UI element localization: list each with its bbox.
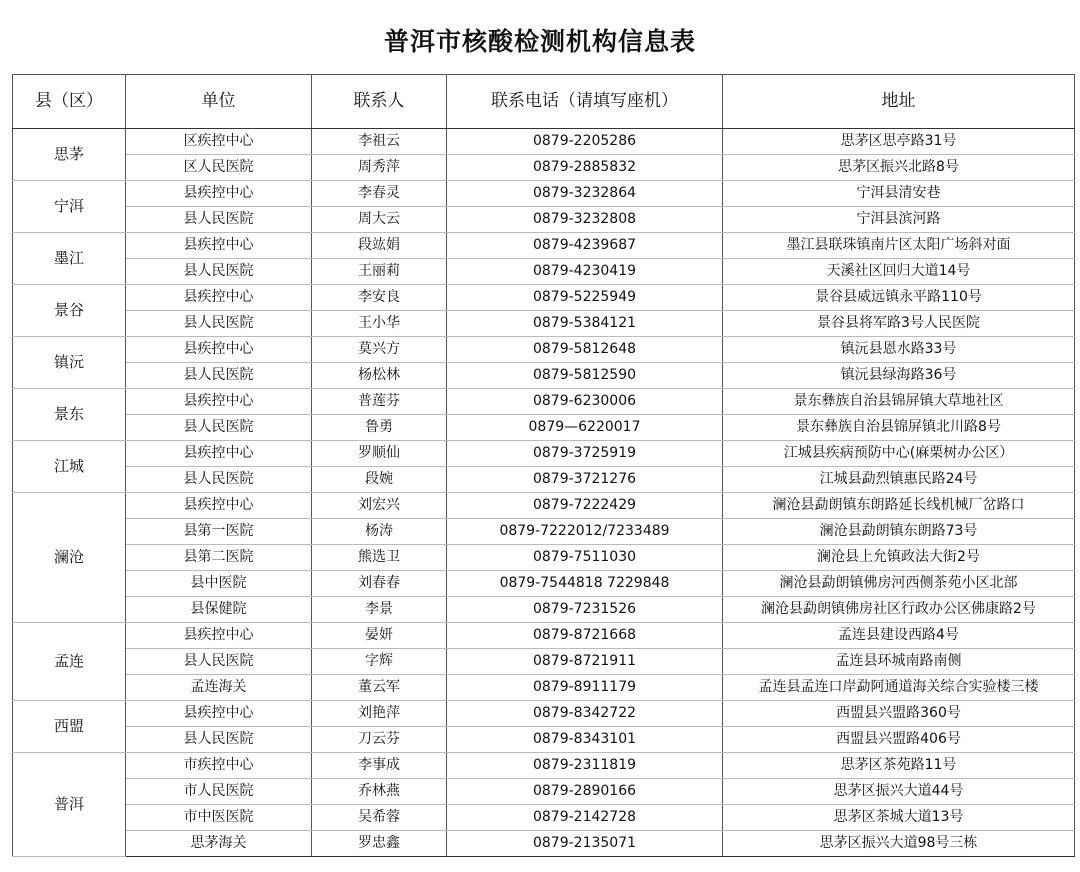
address-cell: 景东彝族自治县锦屏镇大草地社区 (723, 389, 1075, 415)
table-row (13, 363, 1075, 389)
contact-cell: 杨松林 (312, 363, 447, 389)
address-cell: 镇沅县恩水路33号 (723, 337, 1075, 363)
address-cell: 西盟县兴盟路360号 (723, 701, 1075, 727)
phone-cell: 0879-5225949 (447, 285, 723, 311)
unit-cell: 县疾控中心 (126, 181, 312, 207)
phone-cell: 0879-8343101 (447, 727, 723, 753)
address-cell: 天溪社区回归大道14号 (723, 259, 1075, 285)
table-row (13, 779, 1075, 805)
phone-cell: 0879-3232864 (447, 181, 723, 207)
phone-cell: 0879-7511030 (447, 545, 723, 571)
contact-cell: 莫兴方 (312, 337, 447, 363)
unit-cell: 市疾控中心 (126, 753, 312, 779)
contact-cell: 李春灵 (312, 181, 447, 207)
county-cell: 景谷 (13, 285, 126, 337)
address-cell: 澜沧县勐朗镇东朗路73号 (723, 519, 1075, 545)
address-cell: 思茅区茶城大道13号 (723, 805, 1075, 831)
contact-cell: 李事成 (312, 753, 447, 779)
phone-cell: 0879-5812648 (447, 337, 723, 363)
phone-cell: 0879-2311819 (447, 753, 723, 779)
table-row (13, 701, 1075, 727)
header-county: 县（区） (13, 75, 126, 129)
phone-cell: 0879-5384121 (447, 311, 723, 337)
unit-cell: 思茅海关 (126, 831, 312, 857)
unit-cell: 县人民医院 (126, 311, 312, 337)
header-phone: 联系电话（请填写座机） (447, 75, 723, 129)
phone-cell: 0879-2205286 (447, 129, 723, 155)
contact-cell: 李祖云 (312, 129, 447, 155)
county-cell: 宁洱 (13, 181, 126, 233)
contact-cell: 李景 (312, 597, 447, 623)
unit-cell: 县人民医院 (126, 207, 312, 233)
phone-cell: 0879-8342722 (447, 701, 723, 727)
table-row (13, 831, 1075, 857)
address-cell: 西盟县兴盟路406号 (723, 727, 1075, 753)
unit-cell: 县人民医院 (126, 363, 312, 389)
unit-cell: 县疾控中心 (126, 233, 312, 259)
page-title: 普洱市核酸检测机构信息表 (383, 27, 696, 56)
table-row (13, 675, 1075, 701)
county-cell: 孟连 (13, 623, 126, 701)
header-row (13, 75, 1075, 129)
contact-cell: 杨涛 (312, 519, 447, 545)
phone-cell: 0879-8721668 (447, 623, 723, 649)
table-row (13, 233, 1075, 259)
address-cell: 思茅区振兴大道98号三栋 (723, 831, 1075, 857)
contact-cell: 段竑娟 (312, 233, 447, 259)
table-row (13, 467, 1075, 493)
table-row (13, 337, 1075, 363)
table-row (13, 545, 1075, 571)
contact-cell: 乔林燕 (312, 779, 447, 805)
phone-cell: 0879-4230419 (447, 259, 723, 285)
contact-cell: 段婉 (312, 467, 447, 493)
unit-cell: 县人民医院 (126, 467, 312, 493)
address-cell: 孟连县环城南路南侧 (723, 649, 1075, 675)
unit-cell: 县中医院 (126, 571, 312, 597)
county-cell: 普洱 (13, 753, 126, 857)
table-row (13, 181, 1075, 207)
address-cell: 景东彝族自治县锦屏镇北川路8号 (723, 415, 1075, 441)
contact-cell: 王丽莉 (312, 259, 447, 285)
unit-cell: 县疾控中心 (126, 623, 312, 649)
contact-cell: 李安良 (312, 285, 447, 311)
phone-cell: 0879-2142728 (447, 805, 723, 831)
contact-cell: 罗顺仙 (312, 441, 447, 467)
contact-cell: 周秀萍 (312, 155, 447, 181)
county-cell: 景东 (13, 389, 126, 441)
address-cell: 思茅区振兴大道44号 (723, 779, 1075, 805)
county-cell: 镇沅 (13, 337, 126, 389)
table-row (13, 259, 1075, 285)
address-cell: 宁洱县清安巷 (723, 181, 1075, 207)
contact-cell: 罗忠鑫 (312, 831, 447, 857)
header-unit: 单位 (126, 75, 312, 129)
unit-cell: 县人民医院 (126, 727, 312, 753)
contact-cell: 刘宏兴 (312, 493, 447, 519)
table-row (13, 129, 1075, 155)
contact-cell: 吴希蓉 (312, 805, 447, 831)
contact-cell: 晏妍 (312, 623, 447, 649)
contact-cell: 字辉 (312, 649, 447, 675)
table-row (13, 623, 1075, 649)
unit-cell: 县人民医院 (126, 649, 312, 675)
header-contact: 联系人 (312, 75, 447, 129)
phone-cell: 0879-7222429 (447, 493, 723, 519)
address-cell: 思茅区振兴北路8号 (723, 155, 1075, 181)
unit-cell: 县人民医院 (126, 415, 312, 441)
table-row (13, 493, 1075, 519)
phone-cell: 0879-3232808 (447, 207, 723, 233)
address-cell: 宁洱县滨河路 (723, 207, 1075, 233)
phone-cell: 0879-3721276 (447, 467, 723, 493)
address-cell: 墨江县联珠镇南片区太阳广场斜对面 (723, 233, 1075, 259)
table-row (13, 571, 1075, 597)
unit-cell: 县人民医院 (126, 259, 312, 285)
county-cell: 西盟 (13, 701, 126, 753)
address-cell: 景谷县威远镇永平路110号 (723, 285, 1075, 311)
header-address: 地址 (723, 75, 1075, 129)
contact-cell: 刀云芬 (312, 727, 447, 753)
phone-cell: 0879-5812590 (447, 363, 723, 389)
contact-cell: 董云军 (312, 675, 447, 701)
address-cell: 江城县勐烈镇惠民路24号 (723, 467, 1075, 493)
contact-cell: 普莲芬 (312, 389, 447, 415)
address-cell: 镇沅县绿海路36号 (723, 363, 1075, 389)
unit-cell: 县疾控中心 (126, 285, 312, 311)
address-cell: 孟连县孟连口岸勐阿通道海关综合实验楼三楼 (723, 675, 1075, 701)
address-cell: 景谷县将军路3号人民医院 (723, 311, 1075, 337)
table-row (13, 155, 1075, 181)
county-cell: 墨江 (13, 233, 126, 285)
county-cell: 思茅 (13, 129, 126, 181)
testing-institutions-table (12, 74, 1075, 857)
unit-cell: 县疾控中心 (126, 389, 312, 415)
table-row (13, 519, 1075, 545)
unit-cell: 县疾控中心 (126, 337, 312, 363)
contact-cell: 刘春春 (312, 571, 447, 597)
table-row (13, 753, 1075, 779)
address-cell: 思茅区茶苑路11号 (723, 753, 1075, 779)
table-row (13, 649, 1075, 675)
address-cell: 孟连县建设西路4号 (723, 623, 1075, 649)
address-cell: 澜沧县上允镇政法大街2号 (723, 545, 1075, 571)
contact-cell: 王小华 (312, 311, 447, 337)
phone-cell: 0879-8911179 (447, 675, 723, 701)
table-body (13, 129, 1075, 857)
contact-cell: 刘艳萍 (312, 701, 447, 727)
contact-cell: 熊选卫 (312, 545, 447, 571)
unit-cell: 县保健院 (126, 597, 312, 623)
phone-cell: 0879-8721911 (447, 649, 723, 675)
unit-cell: 县第二医院 (126, 545, 312, 571)
phone-cell: 0879—6220017 (447, 415, 723, 441)
table-row (13, 805, 1075, 831)
table-row (13, 311, 1075, 337)
phone-cell: 0879-2885832 (447, 155, 723, 181)
table-row (13, 285, 1075, 311)
county-cell: 江城 (13, 441, 126, 493)
county-cell: 澜沧 (13, 493, 126, 623)
address-cell: 思茅区思亭路31号 (723, 129, 1075, 155)
unit-cell: 县疾控中心 (126, 701, 312, 727)
address-cell: 澜沧县勐朗镇佛房社区行政办公区佛康路2号 (723, 597, 1075, 623)
unit-cell: 县疾控中心 (126, 441, 312, 467)
phone-cell: 0879-2135071 (447, 831, 723, 857)
phone-cell: 0879-7544818 7229848 (447, 571, 723, 597)
address-cell: 江城县疾病预防中心(麻栗树办公区） (723, 441, 1075, 467)
phone-cell: 0879-6230006 (447, 389, 723, 415)
table-row (13, 207, 1075, 233)
table-row (13, 389, 1075, 415)
unit-cell: 市人民医院 (126, 779, 312, 805)
phone-cell: 0879-2890166 (447, 779, 723, 805)
unit-cell: 区疾控中心 (126, 129, 312, 155)
unit-cell: 市中医医院 (126, 805, 312, 831)
unit-cell: 县疾控中心 (126, 493, 312, 519)
contact-cell: 鲁勇 (312, 415, 447, 441)
table-row (13, 415, 1075, 441)
phone-cell: 0879-4239687 (447, 233, 723, 259)
table-row (13, 727, 1075, 753)
contact-cell: 周大云 (312, 207, 447, 233)
unit-cell: 区人民医院 (126, 155, 312, 181)
unit-cell: 孟连海关 (126, 675, 312, 701)
phone-cell: 0879-7222012/7233489 (447, 519, 723, 545)
phone-cell: 0879-7231526 (447, 597, 723, 623)
address-cell: 澜沧县勐朗镇佛房河西侧茶苑小区北部 (723, 571, 1075, 597)
address-cell: 澜沧县勐朗镇东朗路延长线机械厂岔路口 (723, 493, 1075, 519)
unit-cell: 县第一医院 (126, 519, 312, 545)
table-row (13, 441, 1075, 467)
table-row (13, 597, 1075, 623)
phone-cell: 0879-3725919 (447, 441, 723, 467)
